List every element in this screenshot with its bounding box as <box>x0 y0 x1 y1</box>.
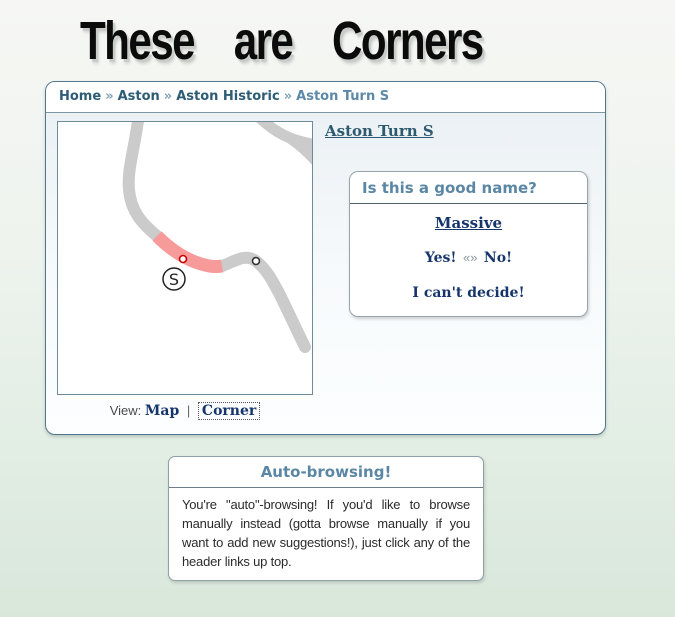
vote-yes-no-row <box>350 249 587 267</box>
road-path-southeast <box>222 258 305 347</box>
breadcrumb-link-home[interactable]: Home <box>59 89 102 104</box>
corner-name-link[interactable]: Aston Turn S <box>325 122 434 140</box>
vote-separator: «» <box>462 250 478 265</box>
corner-end-marker <box>253 258 260 265</box>
suggested-name-link[interactable]: Massive <box>434 214 503 232</box>
breadcrumb-link-aston-historic[interactable]: Aston Historic <box>176 89 280 104</box>
view-label: View: <box>109 403 142 418</box>
corner-map <box>58 122 312 394</box>
vote-box-header: Is this a good name? <box>350 172 587 204</box>
view-corner-link[interactable]: Corner <box>198 402 260 420</box>
corner-highlight-segment <box>157 236 222 267</box>
auto-browsing-header: Auto-browsing! <box>169 457 483 488</box>
breadcrumb-separator: » <box>283 89 293 104</box>
breadcrumb <box>46 82 605 113</box>
cant-decide-link[interactable]: I can't decide! <box>412 285 525 301</box>
start-badge-label: S <box>168 270 180 289</box>
corner-start-marker <box>180 256 187 263</box>
view-map-link[interactable]: Map <box>144 403 180 419</box>
auto-browsing-box <box>168 456 484 581</box>
breadcrumb-current-page: Aston Turn S <box>296 89 390 104</box>
road-path-north <box>129 122 157 236</box>
site-title: These are Corners <box>80 11 483 71</box>
map-panel <box>57 121 313 395</box>
auto-browsing-text: You're "auto"-browsing! If you'd like to browse manually instead (gotta browse manually if you want to add new suggestions!), just click any of the header links up top. <box>182 497 470 569</box>
vote-no-link[interactable]: No! <box>483 250 513 266</box>
vote-undecided-row <box>350 284 587 302</box>
view-link-separator: | <box>186 403 191 418</box>
main-container <box>45 81 606 435</box>
view-switcher <box>57 403 313 419</box>
breadcrumb-separator: » <box>105 89 114 104</box>
breadcrumb-link-aston[interactable]: Aston <box>117 89 160 104</box>
breadcrumb-separator: » <box>163 89 173 104</box>
vote-yes-link[interactable]: Yes! <box>424 250 457 266</box>
vote-box <box>349 171 588 317</box>
